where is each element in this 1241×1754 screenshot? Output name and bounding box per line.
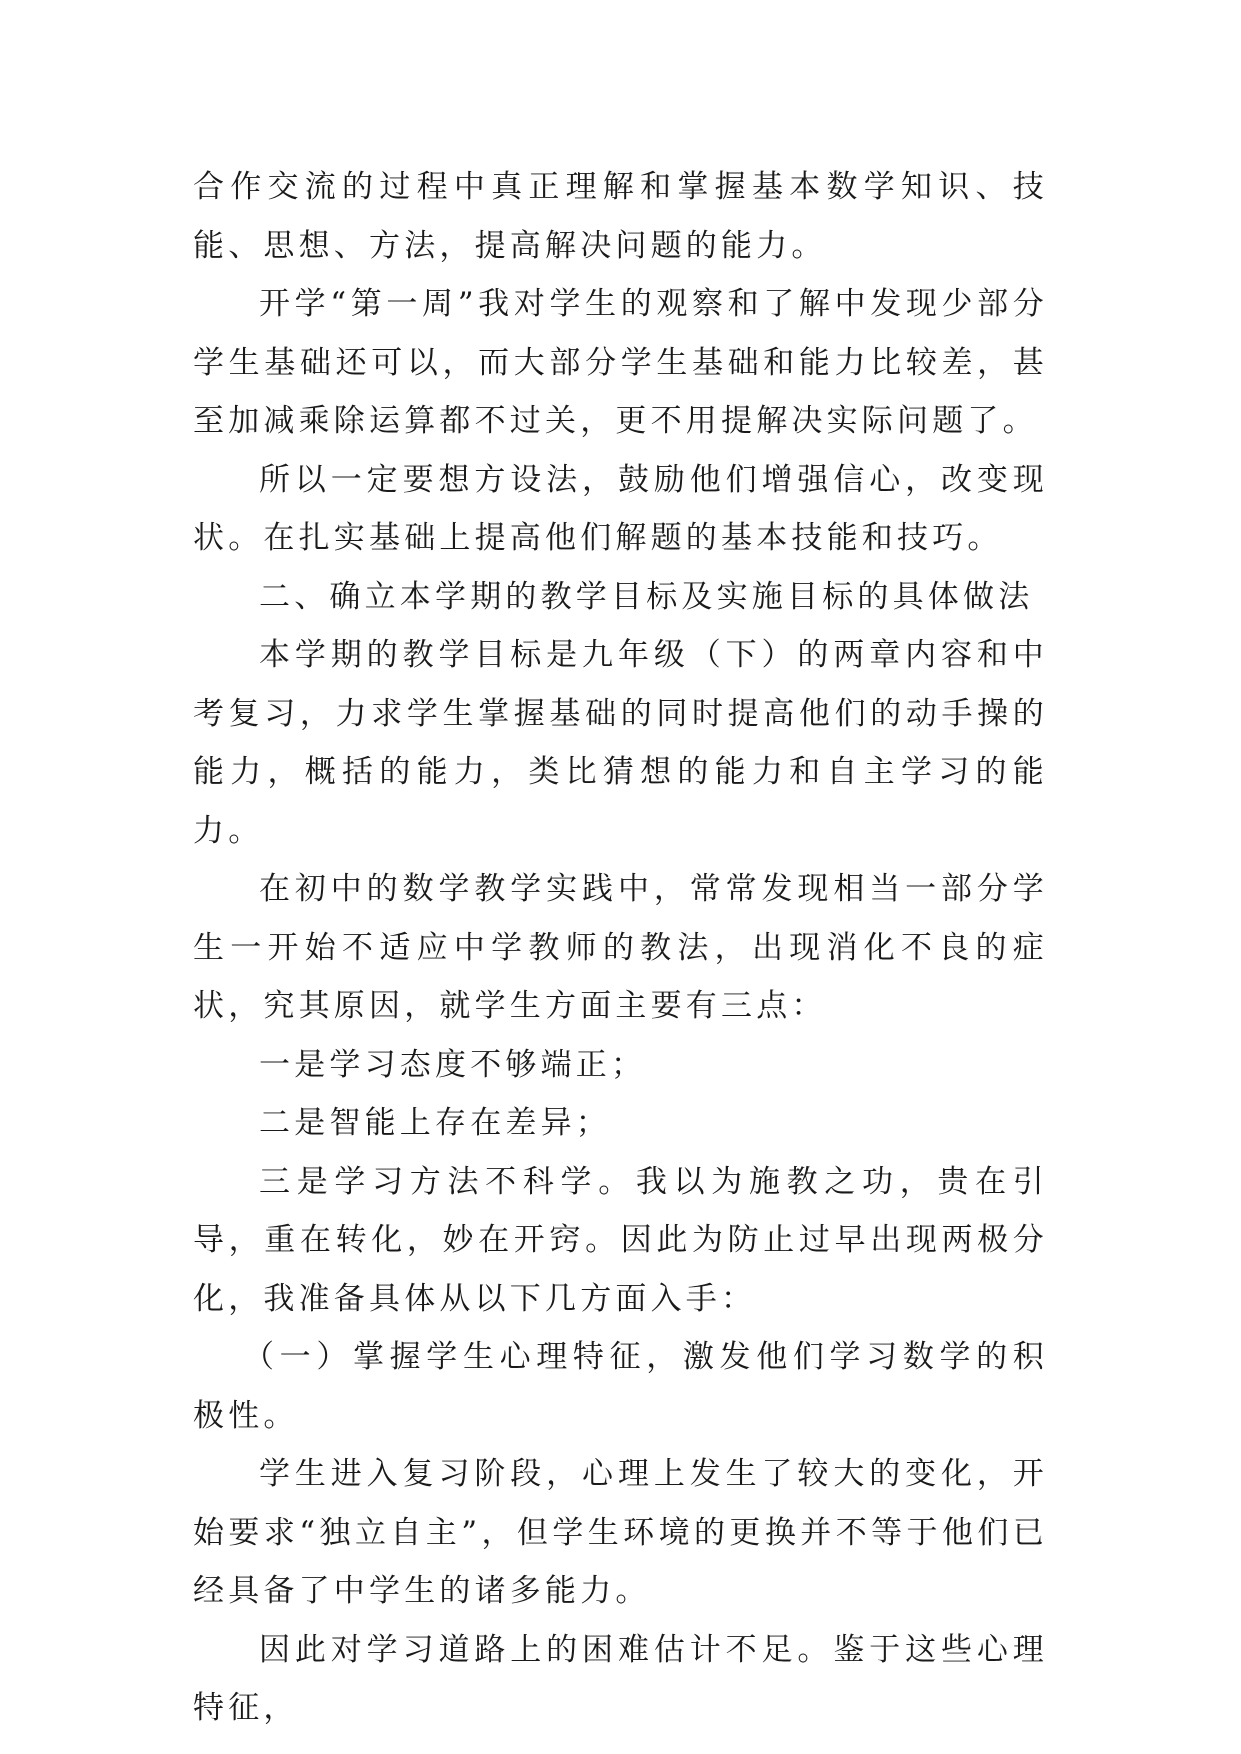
list-item: 一是学习态度不够端正； xyxy=(259,1046,647,1083)
subsection-heading: （一）掌握学生心理特征，激发他们学习数学的积极性。 xyxy=(193,1339,1048,1434)
paragraph: 本学期的教学目标是九年级（下）的两章内容和中考复习，力求学生掌握基础的同时提高他们的动手操的能力，概括的能力，类比猜想的能力和自主学习的能力。 xyxy=(193,637,1048,849)
document-body xyxy=(193,158,1048,1738)
section-heading: 二、确立本学期的教学目标及实施目标的具体做法 xyxy=(259,578,1034,615)
paragraph: 三是学习方法不科学。我以为施教之功，贵在引导，重在转化，妙在开窍。因此为防止过早出现两极分化，我准备具体从以下几方面入手： xyxy=(193,1163,1048,1317)
paragraph: 开学“第一周”我对学生的观察和了解中发现少部分学生基础还可以，而大部分学生基础和能力比较差，甚至加减乘除运算都不过关，更不用提解决实际问题了。 xyxy=(193,286,1048,439)
list-item: 二是智能上存在差异； xyxy=(259,1105,611,1141)
paragraph: 学生进入复习阶段，心理上发生了较大的变化，开始要求“独立自主”，但学生环境的更换并不等于他们已经具备了中学生的诸多能力。 xyxy=(193,1456,1048,1609)
paragraph: 合作交流的过程中真正理解和掌握基本数学知识、技能、思想、方法，提高解决问题的能力。 xyxy=(193,169,1048,264)
paragraph: 在初中的数学教学实践中，常常发现相当一部分学生一开始不适应中学教师的教法，出现消化不良的症状，究其原因，就学生方面主要有三点： xyxy=(193,871,1048,1024)
paragraph: 所以一定要想方设法，鼓励他们增强信心，改变现状。在扎实基础上提高他们解题的基本技能和技巧。 xyxy=(193,461,1048,556)
paragraph: 因此对学习道路上的困难估计不足。鉴于这些心理特征， xyxy=(193,1631,1048,1726)
